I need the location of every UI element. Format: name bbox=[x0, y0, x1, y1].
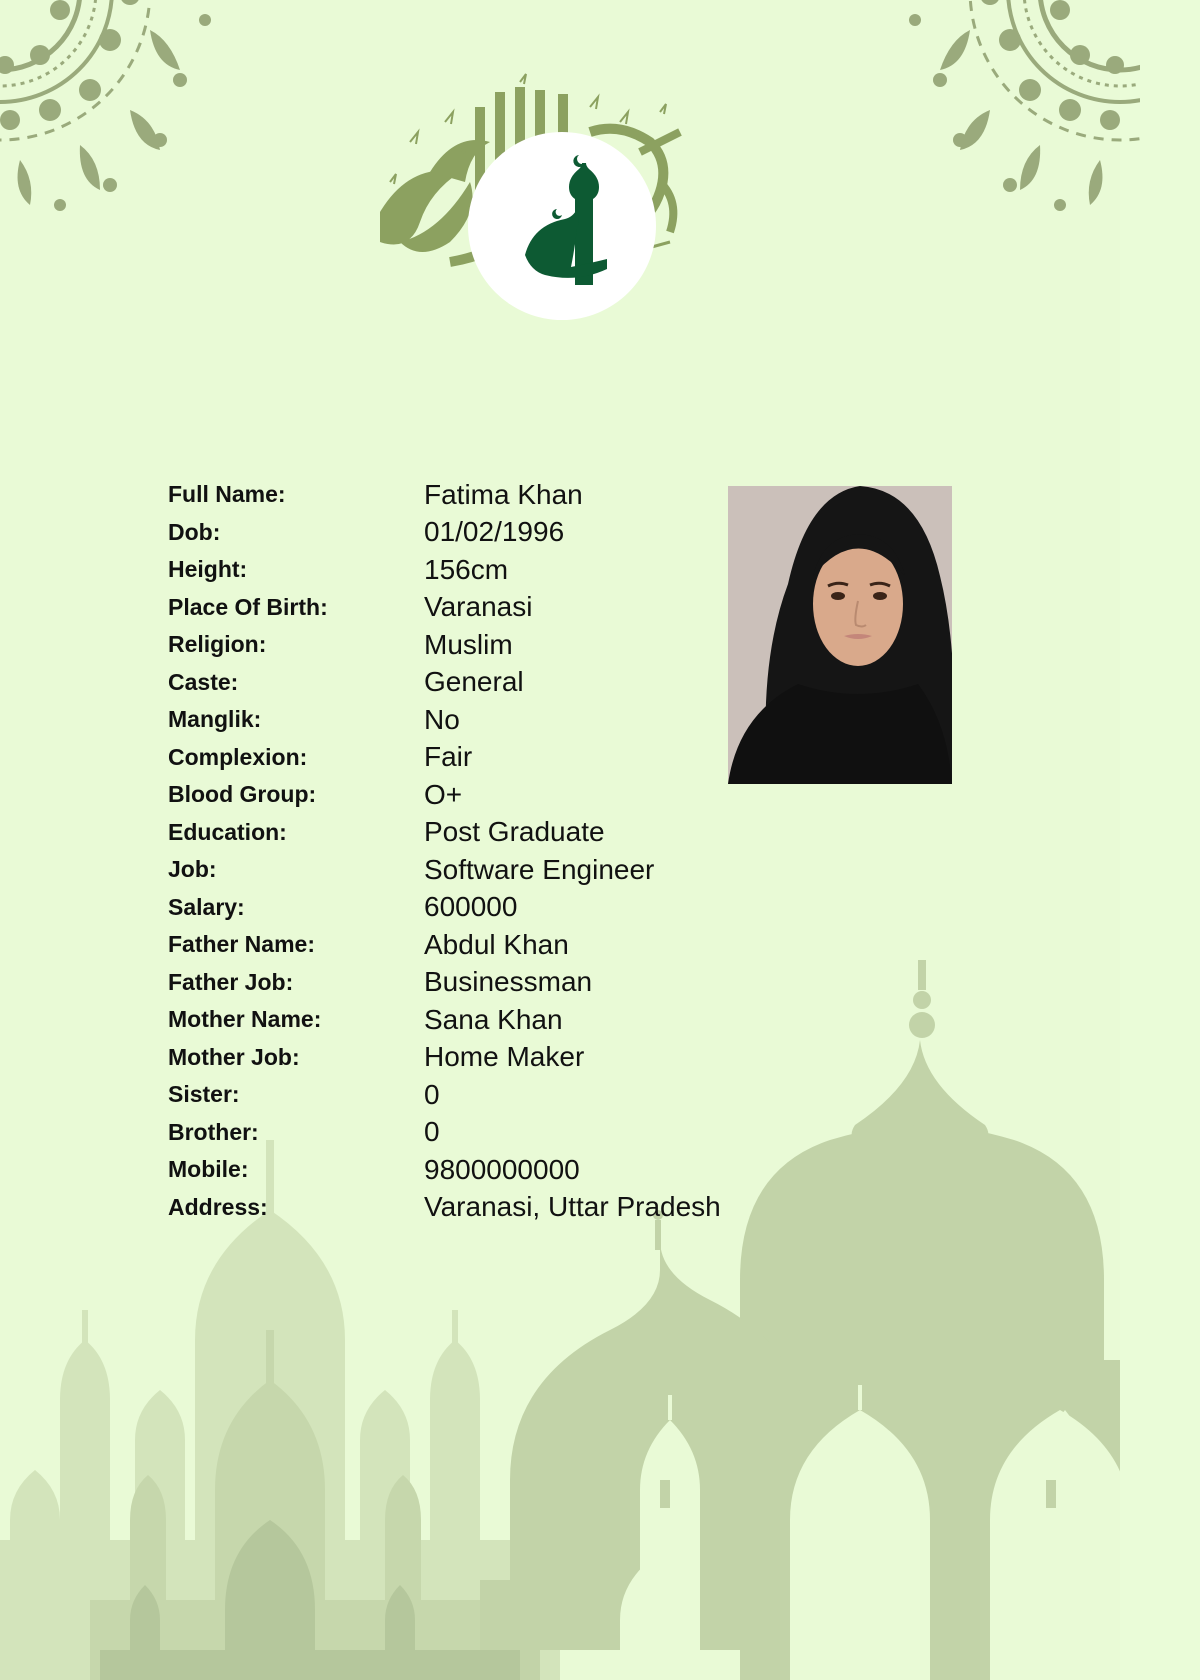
crescent-mosque-logo-icon bbox=[487, 151, 637, 301]
field-value: 0 bbox=[424, 1078, 440, 1110]
field-value: Sana Khan bbox=[424, 1003, 563, 1035]
field-value: 156cm bbox=[424, 553, 509, 585]
field-manglik bbox=[168, 701, 808, 739]
field-brother bbox=[168, 1114, 808, 1152]
field-label: Sister: bbox=[168, 1081, 240, 1108]
field-value: Post Graduate bbox=[424, 816, 605, 848]
field-value: Software Engineer bbox=[424, 853, 655, 885]
mandala-ornament-icon bbox=[0, 0, 240, 230]
field-value: Abdul Khan bbox=[424, 928, 569, 960]
field-label: Mobile: bbox=[168, 1156, 249, 1183]
field-value: No bbox=[424, 703, 460, 735]
field-label: Dob: bbox=[168, 518, 221, 545]
field-blood-group bbox=[168, 776, 808, 814]
field-mother-name bbox=[168, 1001, 808, 1039]
field-value: Fair bbox=[424, 741, 473, 773]
field-full-name bbox=[168, 476, 808, 514]
field-value: Varanasi, Uttar Pradesh bbox=[424, 1191, 721, 1223]
field-value: Home Maker bbox=[424, 1041, 585, 1073]
biodata-details bbox=[168, 476, 808, 1226]
field-value: 9800000000 bbox=[424, 1153, 580, 1185]
field-label: Mother Name: bbox=[168, 1006, 322, 1033]
field-label: Mother Job: bbox=[168, 1043, 300, 1070]
field-label: Salary: bbox=[168, 893, 245, 920]
field-value: 600000 bbox=[424, 891, 518, 923]
field-height bbox=[168, 551, 808, 589]
field-value: General bbox=[424, 666, 524, 698]
field-value: 0 bbox=[424, 1116, 440, 1148]
field-place-of-birth bbox=[168, 589, 808, 627]
field-value: O+ bbox=[424, 778, 463, 810]
field-father-job bbox=[168, 964, 808, 1002]
field-sister bbox=[168, 1076, 808, 1114]
field-label: Manglik: bbox=[168, 706, 262, 733]
field-label: Blood Group: bbox=[168, 781, 317, 808]
field-label: Brother: bbox=[168, 1118, 259, 1145]
field-value: Fatima Khan bbox=[424, 478, 583, 510]
field-label: Full Name: bbox=[168, 481, 286, 508]
field-complexion bbox=[168, 739, 808, 777]
field-mother-job bbox=[168, 1039, 808, 1077]
portrait-icon bbox=[728, 486, 952, 784]
header-emblem bbox=[360, 62, 700, 332]
field-address bbox=[168, 1189, 808, 1227]
profile-photo bbox=[728, 486, 952, 784]
field-job bbox=[168, 851, 808, 889]
field-religion bbox=[168, 626, 808, 664]
logo-badge bbox=[468, 132, 656, 320]
field-value: Varanasi bbox=[424, 591, 533, 623]
field-value: 01/02/1996 bbox=[424, 516, 565, 548]
field-dob bbox=[168, 514, 808, 552]
field-value: Muslim bbox=[424, 628, 513, 660]
field-label: Job: bbox=[168, 856, 217, 883]
field-salary bbox=[168, 889, 808, 927]
field-label: Caste: bbox=[168, 668, 239, 695]
mandala-ornament-icon bbox=[880, 0, 1140, 230]
field-mobile bbox=[168, 1151, 808, 1189]
field-label: Father Job: bbox=[168, 968, 294, 995]
field-label: Father Name: bbox=[168, 931, 315, 958]
field-label: Height: bbox=[168, 556, 248, 583]
field-label: Place Of Birth: bbox=[168, 593, 328, 620]
field-label: Education: bbox=[168, 818, 287, 845]
field-label: Religion: bbox=[168, 631, 267, 658]
field-label: Address: bbox=[168, 1193, 268, 1220]
field-value: Businessman bbox=[424, 966, 593, 998]
field-caste bbox=[168, 664, 808, 702]
field-label: Complexion: bbox=[168, 743, 308, 770]
field-education bbox=[168, 814, 808, 852]
field-father-name bbox=[168, 926, 808, 964]
